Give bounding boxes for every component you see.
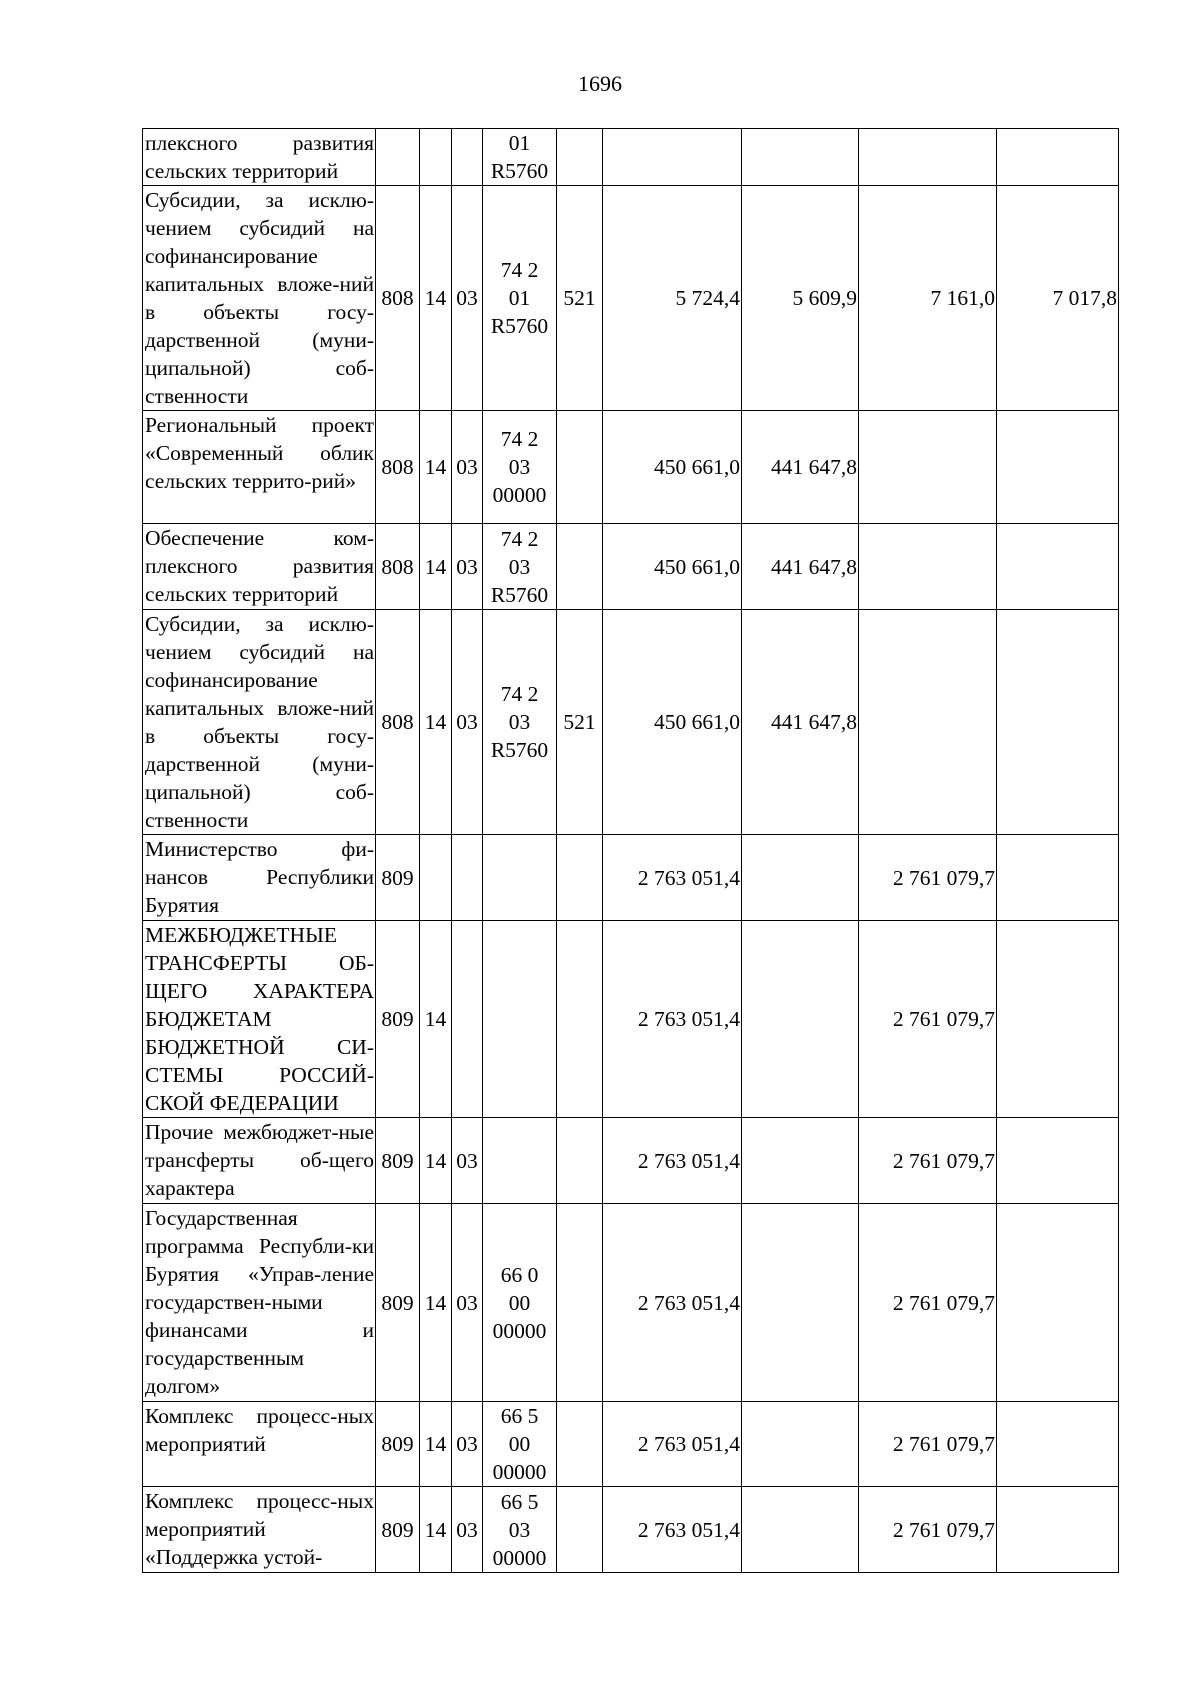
target-article-line: 00000 [492, 1460, 547, 1484]
target-article-line: 00000 [492, 483, 547, 507]
amount-cell-3 [859, 129, 997, 186]
subsection-code-cell: 03 [452, 524, 483, 610]
section-code-cell [420, 835, 452, 921]
amount-cell-1: 2 763 051,4 [603, 1204, 742, 1402]
subsection-code-cell: 03 [452, 1118, 483, 1204]
expense-type-cell [557, 524, 603, 610]
amount-cell-1: 450 661,0 [603, 411, 742, 524]
row-name-cell: Субсидии, за исклю-чением субсидий на софинансирование капитальных вложе-ний в объекты госу-дарственной (муни-ципальной) соб-ственности [143, 610, 376, 835]
amount-cell-3 [859, 411, 997, 524]
amount-cell-2: 441 647,8 [742, 610, 859, 835]
section-code-cell [420, 129, 452, 186]
ved-code-cell [376, 129, 420, 186]
target-article-line: R5760 [490, 314, 549, 338]
section-code-cell: 14 [420, 186, 452, 411]
row-name-cell: Региональный проект «Современный облик сельских террито-рий» [143, 411, 376, 524]
table-row [143, 1402, 1119, 1487]
expense-type-cell [557, 411, 603, 524]
amount-cell-4 [997, 411, 1119, 524]
target-article-line: 00000 [492, 1318, 547, 1343]
target-article-line: 74 2 [500, 526, 539, 551]
amount-cell-2 [742, 1118, 859, 1204]
amount-cell-2 [742, 835, 859, 921]
target-article-cell [483, 835, 557, 921]
amount-cell-4 [997, 524, 1119, 610]
section-code-cell: 14 [420, 1118, 452, 1204]
amount-cell-4 [997, 129, 1119, 186]
target-article-line: 66 5 [500, 1404, 539, 1428]
amount-cell-1: 450 661,0 [603, 524, 742, 610]
row-name-cell: Министерство фи-нансов Республики Бурятия [143, 835, 376, 921]
subsection-code-cell [452, 835, 483, 921]
table-row [143, 186, 1119, 411]
section-code-cell: 14 [420, 524, 452, 610]
target-article-line: R5760 [490, 159, 549, 183]
expense-type-cell [557, 129, 603, 186]
section-code-cell: 14 [420, 411, 452, 524]
amount-cell-4 [997, 1118, 1119, 1204]
amount-cell-1: 2 763 051,4 [603, 1487, 742, 1573]
target-article-line: 74 2 [500, 427, 539, 451]
subsection-code-cell: 03 [452, 1402, 483, 1487]
amount-cell-2: 5 609,9 [742, 186, 859, 411]
amount-cell-4 [997, 1402, 1119, 1487]
target-article-line: R5760 [490, 582, 549, 607]
row-name-cell: Субсидии, за исклю-чением субсидий на софинансирование капитальных вложе-ний в объекты госу-дарственной (муни-ципальной) соб-ственности [143, 186, 376, 411]
target-article-line: 01 [508, 286, 531, 310]
target-article-line: 00 [508, 1290, 531, 1315]
amount-cell-1 [603, 129, 742, 186]
target-article-line: 00 [508, 1432, 531, 1456]
row-name-cell: Прочие межбюджет-ные трансферты об-щего характера [143, 1118, 376, 1204]
expense-type-cell [557, 921, 603, 1118]
subsection-code-cell: 03 [452, 186, 483, 411]
table-row [143, 610, 1119, 835]
amount-cell-3 [859, 610, 997, 835]
amount-cell-2 [742, 129, 859, 186]
amount-cell-1: 5 724,4 [603, 186, 742, 411]
ved-code-cell: 808 [376, 524, 420, 610]
subsection-code-cell: 03 [452, 1204, 483, 1402]
section-code-cell: 14 [420, 921, 452, 1118]
expense-type-cell [557, 1204, 603, 1402]
table-row [143, 524, 1119, 610]
amount-cell-1: 450 661,0 [603, 610, 742, 835]
ved-code-cell: 809 [376, 1402, 420, 1487]
expense-type-cell: 521 [557, 610, 603, 835]
ved-code-cell: 809 [376, 835, 420, 921]
target-article-cell [483, 1118, 557, 1204]
amount-cell-2: 441 647,8 [742, 524, 859, 610]
section-code-cell: 14 [420, 1487, 452, 1573]
amount-cell-3: 2 761 079,7 [859, 921, 997, 1118]
amount-cell-1: 2 763 051,4 [603, 1402, 742, 1487]
ved-code-cell: 808 [376, 411, 420, 524]
amount-cell-3: 2 761 079,7 [859, 1402, 997, 1487]
row-name-cell: плексного развития сельских территорий [143, 129, 376, 186]
table-row [143, 411, 1119, 524]
amount-cell-3: 2 761 079,7 [859, 1118, 997, 1204]
table-row [143, 921, 1119, 1118]
amount-cell-3: 2 761 079,7 [859, 1487, 997, 1573]
target-article-line: 00000 [492, 1545, 547, 1570]
subsection-code-cell [452, 129, 483, 186]
row-name-cell: Государственная программа Республи-ки Бурятия «Управ-ление государствен-ными финансами и государственным долгом» [143, 1204, 376, 1402]
section-code-cell: 14 [420, 610, 452, 835]
target-article-line: 03 [508, 455, 531, 479]
ved-code-cell: 808 [376, 186, 420, 411]
ved-code-cell: 809 [376, 1204, 420, 1402]
amount-cell-2 [742, 1402, 859, 1487]
ved-code-cell: 809 [376, 1118, 420, 1204]
target-article-line: 66 5 [500, 1489, 539, 1514]
amount-cell-1: 2 763 051,4 [603, 835, 742, 921]
target-article-line: 03 [508, 554, 531, 579]
target-article-cell [483, 186, 557, 411]
budget-table [142, 128, 1119, 1573]
section-code-cell: 14 [420, 1204, 452, 1402]
expense-type-cell: 521 [557, 186, 603, 411]
amount-cell-3: 2 761 079,7 [859, 1204, 997, 1402]
amount-cell-2: 441 647,8 [742, 411, 859, 524]
expense-type-cell [557, 835, 603, 921]
expense-type-cell [557, 1487, 603, 1573]
amount-cell-4 [997, 1204, 1119, 1402]
row-name-cell: Комплекс процесс-ных мероприятий «Поддержка устой- [143, 1487, 376, 1573]
target-article-cell [483, 129, 557, 186]
page-number: 1696 [578, 71, 622, 96]
amount-cell-4 [997, 610, 1119, 835]
amount-cell-4: 7 017,8 [997, 186, 1119, 411]
amount-cell-4 [997, 921, 1119, 1118]
table-row [143, 1118, 1119, 1204]
ved-code-cell: 809 [376, 1487, 420, 1573]
target-article-cell [483, 610, 557, 835]
target-article-cell [483, 921, 557, 1118]
target-article-line: 03 [508, 1517, 531, 1542]
row-name-cell: Комплекс процесс-ных мероприятий [143, 1402, 376, 1487]
subsection-code-cell: 03 [452, 610, 483, 835]
amount-cell-1: 2 763 051,4 [603, 1118, 742, 1204]
budget-table-body [143, 129, 1119, 1573]
amount-cell-2 [742, 921, 859, 1118]
ved-code-cell: 808 [376, 610, 420, 835]
target-article-cell [483, 1204, 557, 1402]
amount-cell-2 [742, 1204, 859, 1402]
target-article-line: 74 2 [500, 258, 539, 282]
expense-type-cell [557, 1402, 603, 1487]
amount-cell-2 [742, 1487, 859, 1573]
target-article-line: 74 2 [500, 682, 539, 706]
target-article-cell [483, 524, 557, 610]
subsection-code-cell [452, 921, 483, 1118]
target-article-cell [483, 1487, 557, 1573]
subsection-code-cell: 03 [452, 1487, 483, 1573]
target-article-line: 66 0 [500, 1262, 539, 1287]
amount-cell-4 [997, 835, 1119, 921]
target-article-line: 01 [508, 131, 531, 155]
ved-code-cell: 809 [376, 921, 420, 1118]
subsection-code-cell: 03 [452, 411, 483, 524]
target-article-line: R5760 [490, 738, 549, 762]
amount-cell-3: 7 161,0 [859, 186, 997, 411]
amount-cell-4 [997, 1487, 1119, 1573]
expense-type-cell [557, 1118, 603, 1204]
section-code-cell: 14 [420, 1402, 452, 1487]
table-row [143, 1487, 1119, 1573]
target-article-cell [483, 1402, 557, 1487]
table-row [143, 1204, 1119, 1402]
target-article-cell [483, 411, 557, 524]
target-article-line: 03 [508, 710, 531, 734]
row-name-cell: МЕЖБЮДЖЕТНЫЕ ТРАНСФЕРТЫ ОБ-ЩЕГО ХАРАКТЕРА БЮДЖЕТАМ БЮДЖЕТНОЙ СИ-СТЕМЫ РОССИЙ-СКОЙ ФЕДЕРАЦИИ [143, 921, 376, 1118]
table-row [143, 835, 1119, 921]
amount-cell-1: 2 763 051,4 [603, 921, 742, 1118]
amount-cell-3 [859, 524, 997, 610]
amount-cell-3: 2 761 079,7 [859, 835, 997, 921]
row-name-cell: Обеспечение ком-плексного развития сельских территорий [143, 524, 376, 610]
table-row [143, 129, 1119, 186]
